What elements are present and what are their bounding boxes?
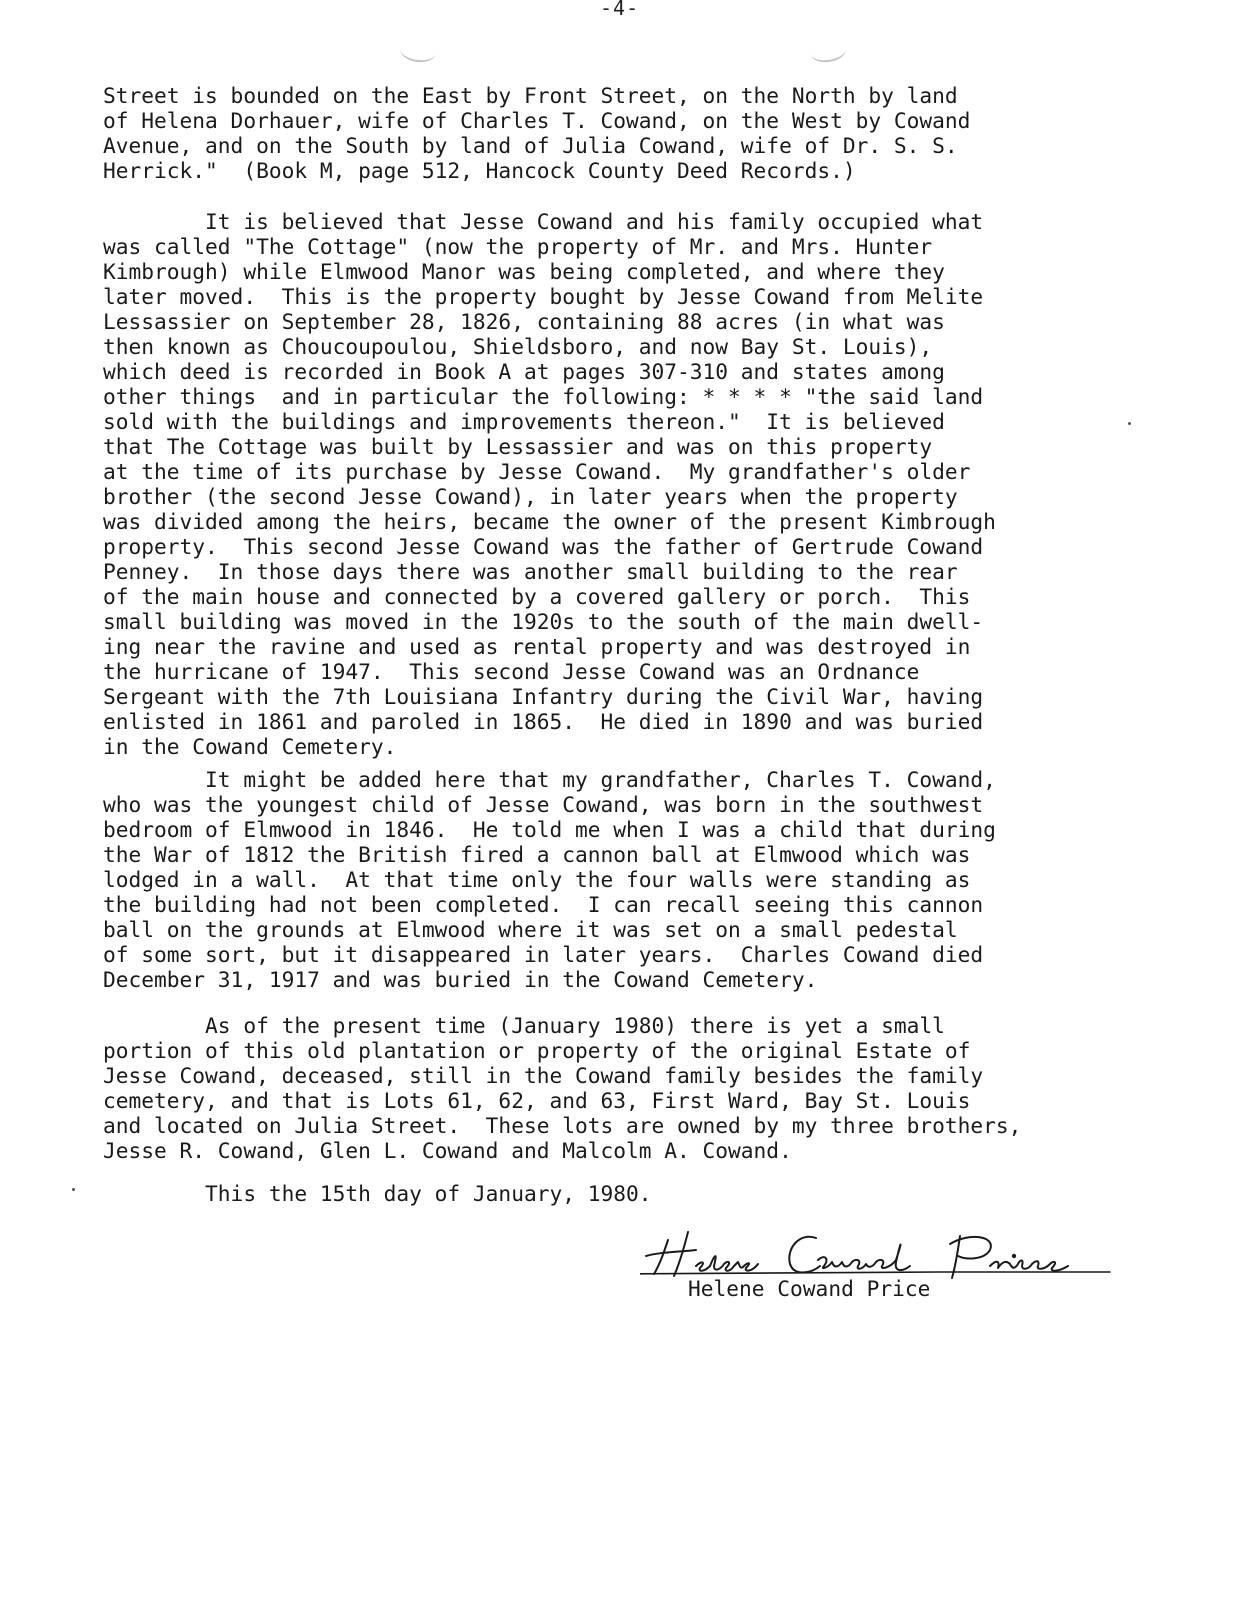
page-number: -4- (600, 0, 640, 20)
paragraph-the-cottage: It is believed that Jesse Cowand and his family occupied what was called "The Cottage" (now the property of Mr. and Mrs. Hunter Kimbrough) while Elmwood Manor was being completed, and where they later moved. This is the property bought by Jesse Cowand from Melite Lessassier on September 28, 1826, containing 88 acres (in what was then known as Choucoupoulou, Shieldsboro, and now Bay St. Louis), which deed is recorded in Book A at pages 307-310 and states among other things and in particular the following: * * * * "the said land sold with the buildings and improvements thereon." It is believed that The Cottage was built by Lessassier and was on this property at the time of its purchase by Jesse Cowand. My grandfather's older brother (the second Jesse Cowand), in later years when the property was divided among the heirs, became the owner of the present Kimbrough property. This second Jesse Cowand was the father of Gertrude Cowand Penney. In those days there was another small building to the rear of the main house and connected by a covered gallery or porch. This small building was moved in the 1920s to the south of the main dwell- ing near the ravine and used as rental property and was destroyed in the hurricane of 1947. This second Jesse Cowand was an Ordnance Sergeant with the 7th Louisiana Infantry during the Civil War, having enlisted in 1861 and paroled in 1865. He died in 1890 and was buried in the Cowand Cemetery. (103, 209, 996, 759)
paragraph-deed-boundary: Street is bounded on the East by Front Street, on the North by land of Helena Dorhauer, wife of Charles T. Cowand, on the West by Cowand Avenue, and on the South by land of Julia Cowand, wife of Dr. S. S. Herrick." (Book M, page 512, Hancock County Deed Records.) (103, 83, 971, 183)
stray-mark (72, 1188, 75, 1191)
punch-mark-right (809, 38, 848, 65)
closing-date-line: This the 15th day of January, 1980. (103, 1181, 652, 1206)
paragraph-present-property: As of the present time (January 1980) there is yet a small portion of this old plantation or property of the original Estate of Jesse Cowand, deceased, still in the Cowand family besides the family cemetery, and that is Lots 61, 62, and 63, First Ward, Bay St. Louis and located on Julia Street. These lots are owned by my three brothers, Jesse R. Cowand, Glen L. Cowand and Malcolm A. Cowand. (103, 1013, 1022, 1163)
paragraph-cannon-ball: It might be added here that my grandfather, Charles T. Cowand, who was the youngest child of Jesse Cowand, was born in the southwest bedroom of Elmwood in 1846. He told me when I was a child that during the War of 1812 the British fired a cannon ball at Elmwood which was lodged in a wall. At that time only the four walls were standing as the building had not been completed. I can recall seeing this cannon ball on the grounds at Elmwood where it was set on a small pedestal of some sort, but it disappeared in later years. Charles Cowand died December 31, 1917 and was buried in the Cowand Cemetery. (103, 767, 996, 992)
stray-mark (1128, 422, 1131, 425)
typed-signatory-name: Helene Cowand Price (688, 1276, 931, 1301)
punch-mark-left (399, 38, 438, 65)
